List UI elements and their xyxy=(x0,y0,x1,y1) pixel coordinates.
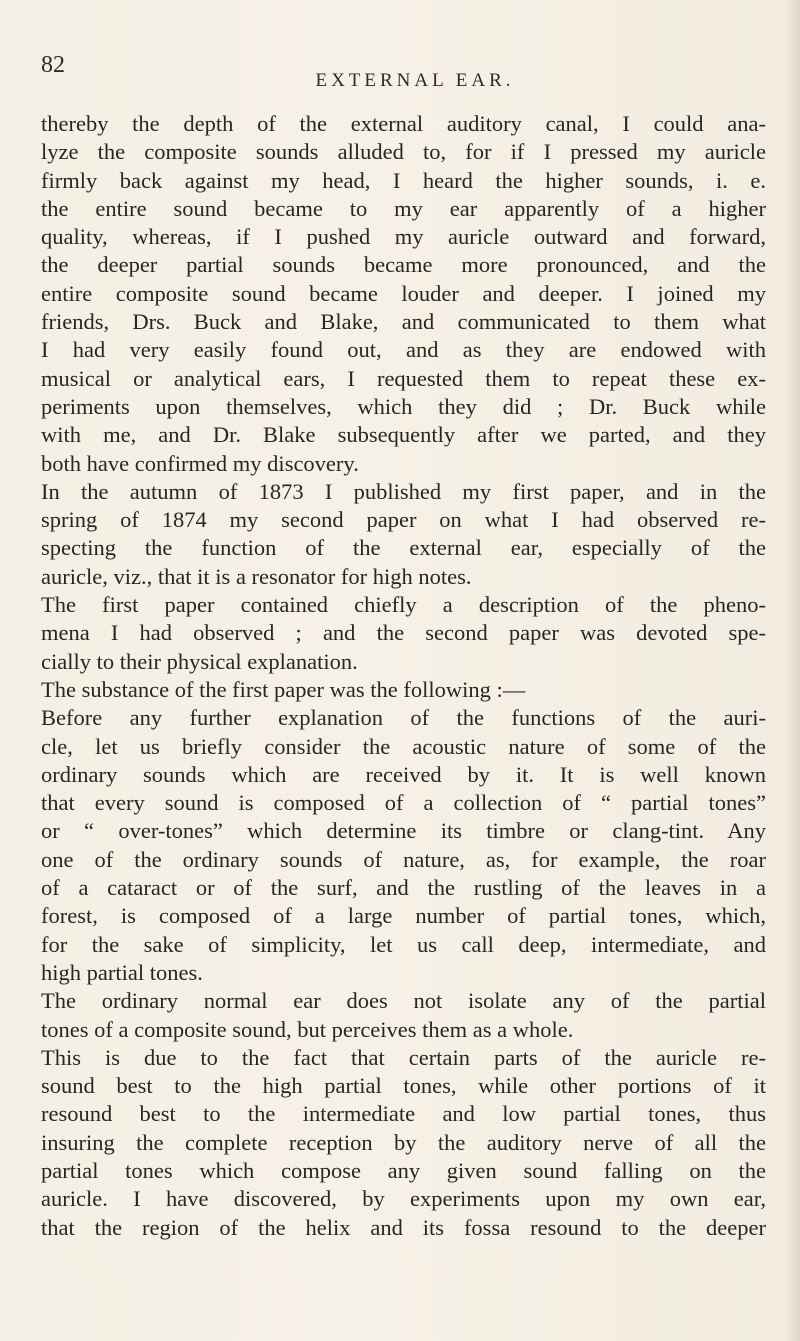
text-line: with me, and Dr. Blake subsequently after we parted, and they xyxy=(41,422,766,448)
text-line: resound best to the intermediate and low partial tones, thus xyxy=(41,1101,766,1127)
text-line: friends, Drs. Buck and Blake, and communicated to them what xyxy=(41,309,766,335)
page-edge-shadow xyxy=(786,0,800,1341)
text-line: periments upon themselves, which they did ; Dr. Buck while xyxy=(41,393,766,419)
text-line: sound best to the high partial tones, while other portions of it xyxy=(41,1073,766,1099)
text-line: entire composite sound became louder and deeper. I joined my xyxy=(41,280,766,306)
text-line: that every sound is composed of a collection of “ partial tones” xyxy=(41,790,766,816)
text-line: ordinary sounds which are received by it. It is well known xyxy=(41,761,766,787)
text-line: The substance of the first paper was the following :— xyxy=(41,676,526,702)
text-line: partial tones which compose any given sound falling on the xyxy=(41,1157,766,1183)
text-line: or “ over-tones” which determine its timbre or clang-tint. Any xyxy=(41,818,766,844)
text-line: The ordinary normal ear does not isolate any of the partial xyxy=(41,988,766,1014)
text-line: The first paper contained chiefly a description of the pheno- xyxy=(41,592,766,618)
text-line: lyze the composite sounds alluded to, for if I pressed my auricle xyxy=(41,139,766,165)
text-line: that the region of the helix and its fossa resound to the deeper xyxy=(41,1214,766,1240)
text-line: cially to their physical explanation. xyxy=(41,648,358,674)
text-line: mena I had observed ; and the second paper was devoted spe- xyxy=(41,620,766,646)
text-line: thereby the depth of the external auditory canal, I could ana- xyxy=(41,111,766,136)
text-line: tones of a composite sound, but perceives them as a whole. xyxy=(41,1016,574,1042)
text-line: In the autumn of 1873 I published my first paper, and in the xyxy=(41,478,766,504)
text-line: both have confirmed my discovery. xyxy=(41,450,359,476)
text-line: Before any further explanation of the functions of the auri- xyxy=(41,705,766,731)
text-line: forest, is composed of a large number of partial tones, which, xyxy=(41,903,766,929)
text-line: spring of 1874 my second paper on what I had observed re- xyxy=(41,507,766,533)
body-text xyxy=(41,110,766,1242)
text-line: auricle, viz., that it is a resonator for high notes. xyxy=(41,563,472,589)
text-line: high partial tones. xyxy=(41,959,203,985)
text-line: the entire sound became to my ear apparently of a higher xyxy=(41,195,766,221)
text-line: This is due to the fact that certain parts of the auricle re- xyxy=(41,1044,766,1070)
text-line: for the sake of simplicity, let us call deep, intermediate, and xyxy=(41,931,766,957)
text-line: quality, whereas, if I pushed my auricle outward and forward, xyxy=(41,224,766,250)
text-line: musical or analytical ears, I requested them to repeat these ex- xyxy=(41,365,766,391)
text-line: auricle. I have discovered, by experiments upon my own ear, xyxy=(41,1186,766,1212)
text-line: one of the ordinary sounds of nature, as, for example, the roar xyxy=(41,846,766,872)
text-line: of a cataract or of the surf, and the rustling of the leaves in a xyxy=(41,875,766,901)
page-number: 82 xyxy=(41,52,65,78)
text-line: specting the function of the external ear, especially of the xyxy=(41,535,766,561)
text-line: insuring the complete reception by the auditory nerve of all the xyxy=(41,1129,766,1155)
text-line: cle, let us briefly consider the acoustic nature of some of the xyxy=(41,733,766,759)
text-line: the deeper partial sounds became more pronounced, and the xyxy=(41,252,766,278)
text-line: I had very easily found out, and as they are endowed with xyxy=(41,337,766,363)
running-head: EXTERNAL EAR. xyxy=(315,70,515,91)
text-line: firmly back against my head, I heard the higher sounds, i. e. xyxy=(41,167,766,193)
